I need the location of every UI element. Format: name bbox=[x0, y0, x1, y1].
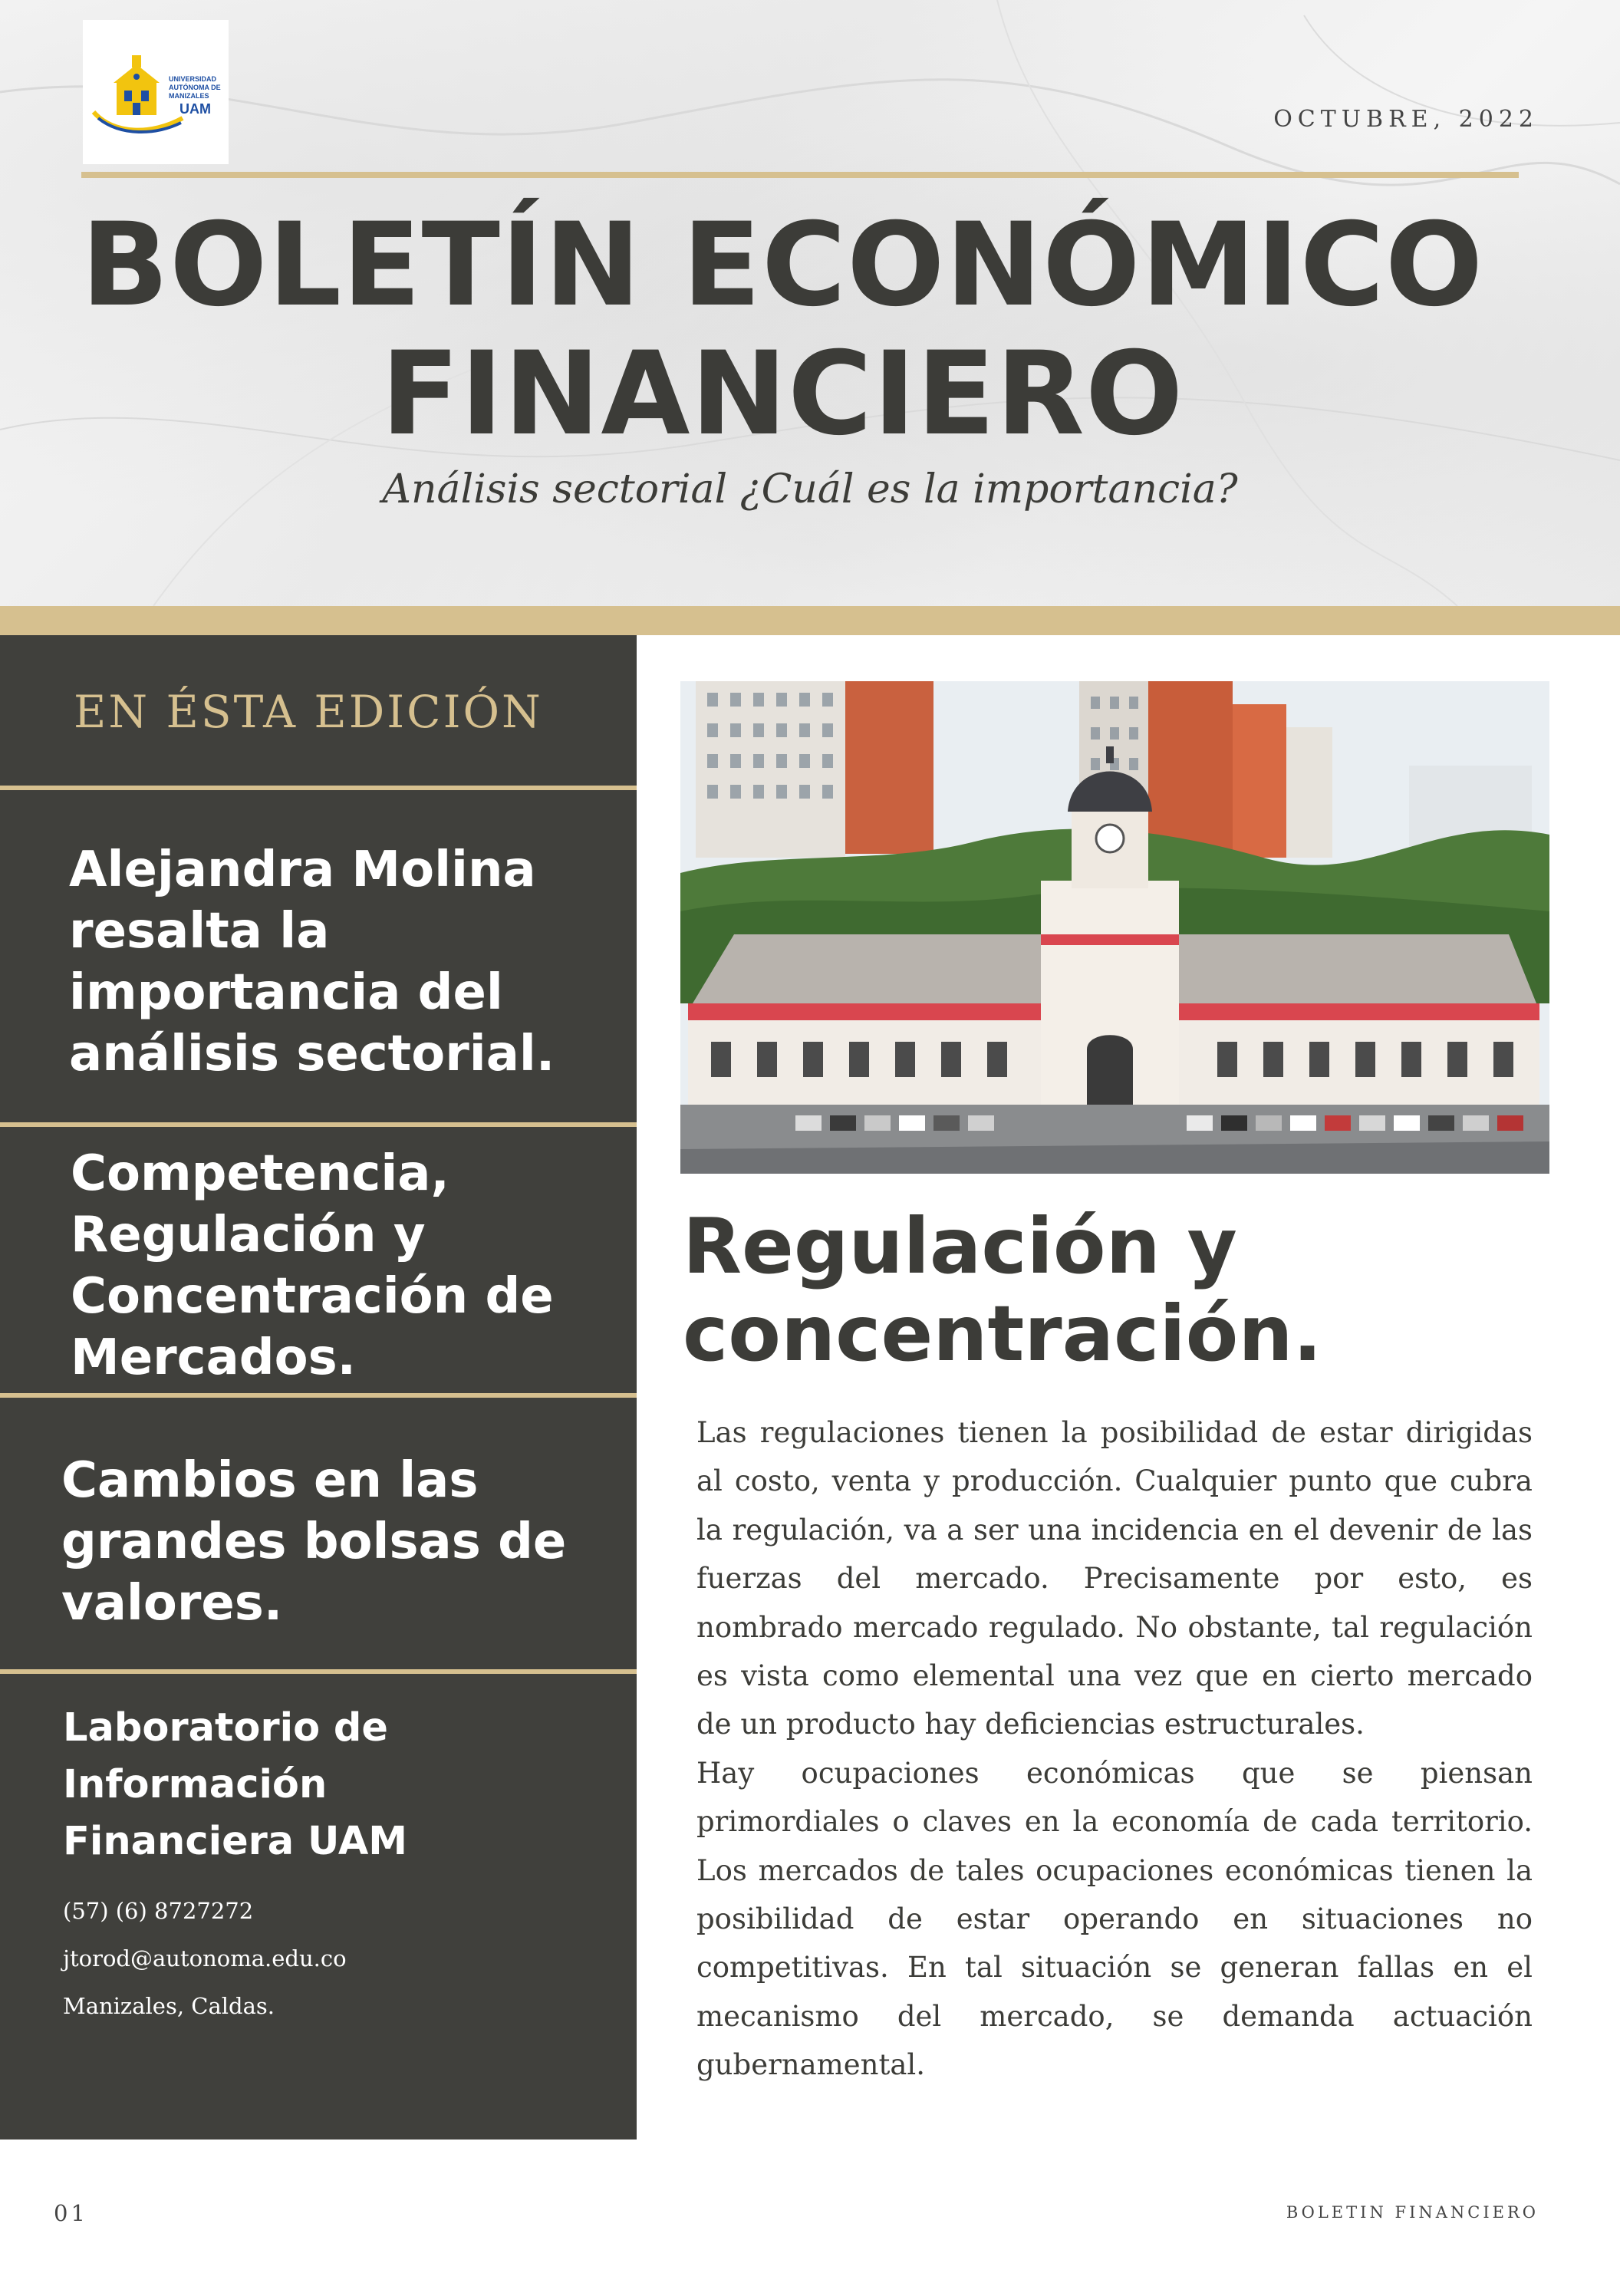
gold-band bbox=[0, 606, 1620, 635]
sidebar-divider bbox=[0, 1669, 637, 1674]
lab-line-1: Laboratorio de bbox=[63, 1705, 388, 1751]
sidebar-item-1[interactable]: Alejandra Molina resalta la importancia del análisis sectorial. bbox=[69, 842, 555, 1082]
contact-city: Manizales, Caldas. bbox=[63, 1993, 275, 2019]
sidebar-item-2[interactable]: Competencia, Regulación y Concentración de Mercados. bbox=[71, 1145, 554, 1386]
title-line-1: BOLETÍN ECONÓMICO bbox=[81, 199, 1484, 332]
sidebar-divider bbox=[0, 1122, 637, 1127]
lab-line-2: Información bbox=[63, 1762, 328, 1807]
lab-name bbox=[63, 1700, 600, 1870]
article-paragraph-1: Las regulaciones tienen la posibilidad de estar dirigidas al costo, venta y producción. Cualquier punto que cubra la regulación, va a ser una incidencia en el devenir de las fuerzas del mercado. Precisamente por esto, es nombrado mercado regulado. No obstante, tal regulación es vista como elemental una vez que en cierto mercado de un producto hay deficiencias estructurales. bbox=[696, 1416, 1533, 1741]
issue-date: OCTUBRE, 2022 bbox=[1273, 106, 1539, 133]
article-title bbox=[683, 1203, 1565, 1378]
bulletin-title bbox=[0, 201, 1565, 459]
railway-station-building-photo bbox=[680, 681, 1549, 1174]
sidebar-divider bbox=[0, 1393, 637, 1398]
logo-line1: UNIVERSIDAD bbox=[169, 75, 217, 83]
bulletin-subtitle: Análisis sectorial ¿Cuál es la importancia? bbox=[382, 466, 1238, 512]
sidebar-item-3[interactable]: Cambios en las grandes bolsas de valores. bbox=[61, 1452, 567, 1632]
article-title-line-2: concentración. bbox=[683, 1289, 1322, 1379]
article-title-line-1: Regulación y bbox=[683, 1201, 1237, 1291]
uam-building-logo-icon bbox=[83, 20, 229, 164]
contact-phone: (57) (6) 8727272 bbox=[63, 1898, 254, 1924]
lab-line-3: Financiera UAM bbox=[63, 1819, 408, 1864]
header-banner bbox=[0, 0, 1620, 606]
logo-abbrev: UAM bbox=[179, 101, 211, 117]
logo-line2: AUTÓNOMA DE bbox=[169, 84, 221, 91]
edition-heading: EN ÉSTA EDICIÓN bbox=[74, 686, 543, 738]
article-paragraph-2: Hay ocupaciones económicas que se piensan primordiales o claves en la economía de cada territorio. Los mercados de tales ocupaciones económicas tienen la posibilidad de estar operando en situaciones no competitivas. En tal situación se generan fallas en el mecanismo del mercado, se demanda actuación gubernamental. bbox=[696, 1756, 1533, 2082]
station-illustration bbox=[680, 681, 1549, 1174]
article-body bbox=[696, 1408, 1533, 2090]
gold-divider bbox=[81, 172, 1519, 178]
page-number: 01 bbox=[54, 2200, 88, 2226]
footer-label: BOLETIN FINANCIERO bbox=[1286, 2203, 1539, 2222]
sidebar-divider bbox=[0, 786, 637, 790]
contact-email[interactable]: jtorod@autonoma.edu.co bbox=[63, 1945, 347, 1972]
university-logo bbox=[83, 20, 229, 164]
logo-line3: MANIZALES bbox=[169, 92, 209, 100]
title-line-2: FINANCIERO bbox=[380, 328, 1184, 461]
